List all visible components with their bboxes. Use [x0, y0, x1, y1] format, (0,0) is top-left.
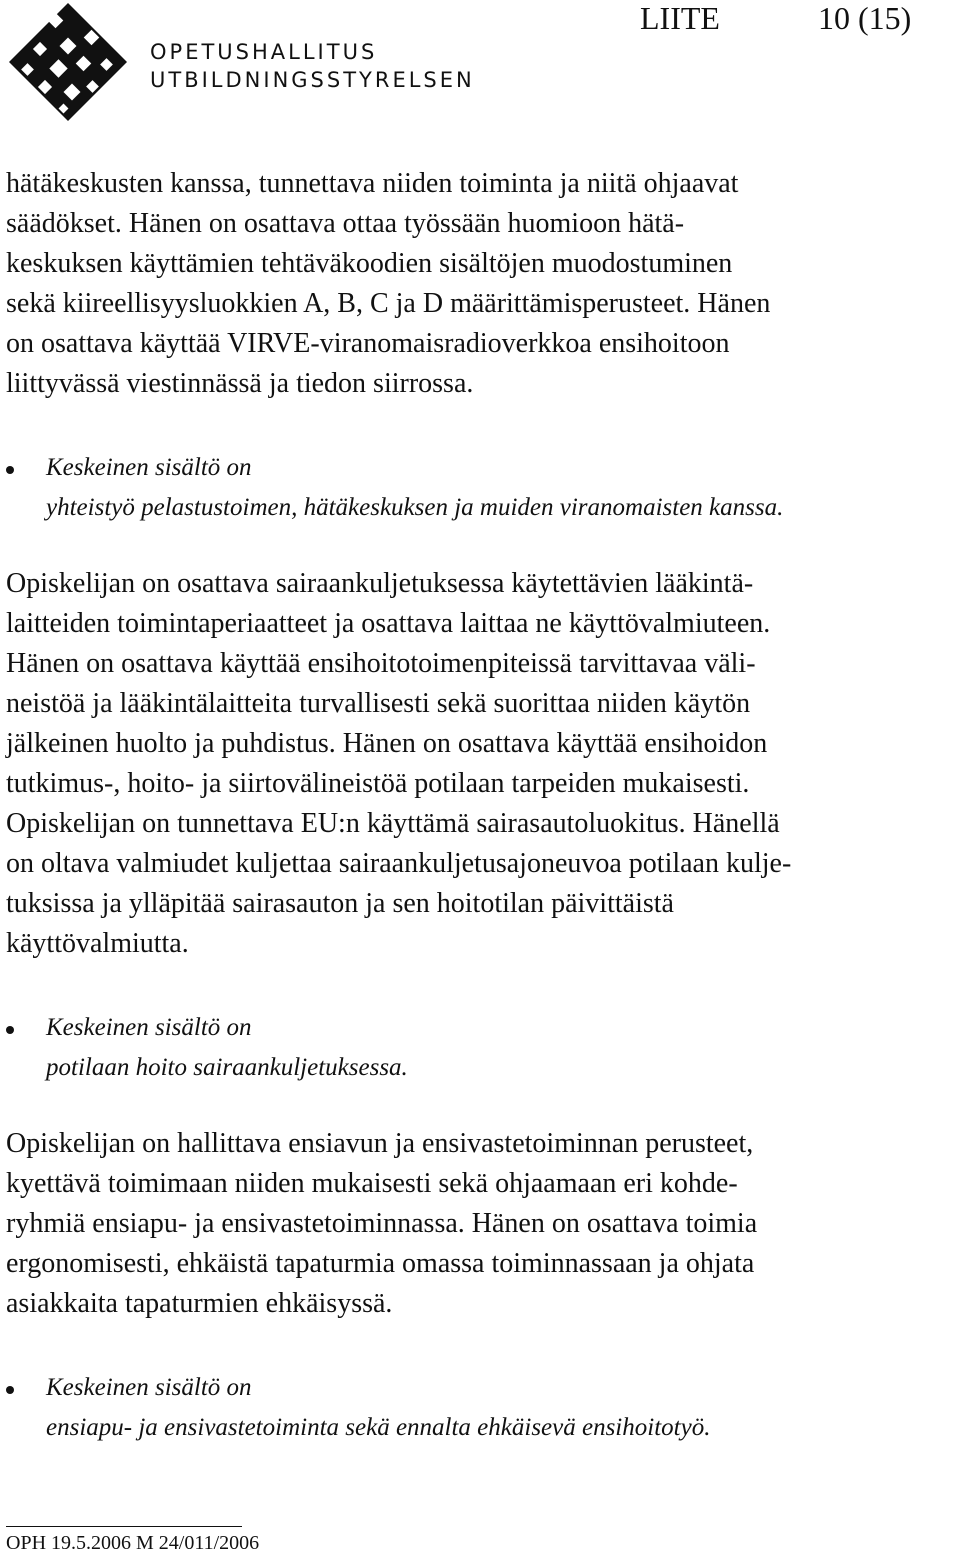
text-line: asiakkaita tapaturmien ehkäisyssä.	[6, 1288, 393, 1319]
text-line: Hänen on osattava käyttää ensihoitotoimenpiteissä tarvittavaa väli-	[6, 648, 756, 679]
appendix-label: LIITE	[640, 0, 720, 36]
text-line: säädökset. Hänen on osattava ottaa työssään huomioon hätä-	[6, 208, 685, 239]
core-content-label: Keskeinen sisältö on	[46, 1374, 252, 1401]
text-line: neistöä ja lääkintälaitteita turvallisesti sekä suorittaa niiden käytön	[6, 688, 751, 719]
text-line: kyettävä toimimaan niiden mukaisesti sekä ohjaamaan eri kohde-	[6, 1168, 738, 1199]
text-line: ergonomisesti, ehkäistä tapaturmia omassa toiminnassaan ja ohjata	[6, 1248, 755, 1279]
text-line: on osattava käyttää VIRVE-viranomaisradioverkkoa ensihoitoon	[6, 328, 730, 359]
text-line: sekä kiireellisyysluokkien A, B, C ja D määrittämisperusteet. Hänen	[6, 288, 771, 319]
text-line: on oltava valmiudet kuljettaa sairaankuljetusajoneuvoa potilaan kulje-	[6, 848, 792, 879]
page-number: 10 (15)	[818, 0, 912, 36]
paragraph-first-aid	[6, 1124, 757, 1324]
text-line: Opiskelijan on tunnettava EU:n käyttämä sairasautoluokitus. Hänellä	[6, 808, 780, 839]
text-line: hätäkeskusten kanssa, tunnettava niiden toiminta ja niitä ohjaavat	[6, 168, 739, 199]
bullet-icon	[6, 466, 14, 474]
text-line: ryhmiä ensiapu- ja ensivastetoiminnassa. Hänen on osattava toimia	[6, 1208, 758, 1239]
text-line: Opiskelijan on osattava sairaankuljetuksessa käytettävien lääkintä-	[6, 568, 754, 599]
text-line: Opiskelijan on hallittava ensiavun ja ensivastetoiminnan perusteet,	[6, 1128, 754, 1159]
text-line: laitteiden toimintaperiaatteet ja osattava laittaa ne käyttövalmiuteen.	[6, 608, 771, 639]
text-line: liittyvässä viestinnässä ja tiedon siirrossa.	[6, 368, 474, 399]
opetushallitus-logo-icon	[8, 2, 128, 122]
footer-reference: OPH 19.5.2006 M 24/011/2006	[6, 1532, 260, 1554]
paragraph-medical-equipment	[6, 564, 791, 964]
bullet-icon	[6, 1026, 14, 1034]
organization-name-sv: UTBILDNINGSSTYRELSEN	[150, 68, 475, 92]
text-line: jälkeinen huolto ja puhdistus. Hänen on osattava käyttää ensihoidon	[6, 728, 768, 759]
organization-name-fi: OPETUSHALLITUS	[150, 40, 378, 64]
text-line: tuksissa ja ylläpitää sairasauton ja sen hoitotilan päivittäistä	[6, 888, 674, 919]
footer-divider	[6, 1526, 242, 1527]
text-line: keskuksen käyttämien tehtäväkoodien sisältöjen muodostuminen	[6, 248, 733, 279]
core-content-text: ensiapu- ja ensivastetoiminta sekä ennalta ehkäisevä ensihoitotyö.	[46, 1414, 711, 1441]
core-content-text: potilaan hoito sairaankuljetuksessa.	[46, 1054, 408, 1081]
core-content-text: yhteistyö pelastustoimen, hätäkeskuksen ja muiden viranomaisten kanssa.	[46, 494, 784, 521]
core-content-label: Keskeinen sisältö on	[46, 454, 252, 481]
text-line: tutkimus-, hoito- ja siirtovälineistöä potilaan tarpeiden mukaisesti.	[6, 768, 750, 799]
text-line: käyttövalmiutta.	[6, 928, 189, 959]
core-content-label: Keskeinen sisältö on	[46, 1014, 252, 1041]
paragraph-emergency-centre-cooperation	[6, 164, 770, 404]
bullet-icon	[6, 1386, 14, 1394]
